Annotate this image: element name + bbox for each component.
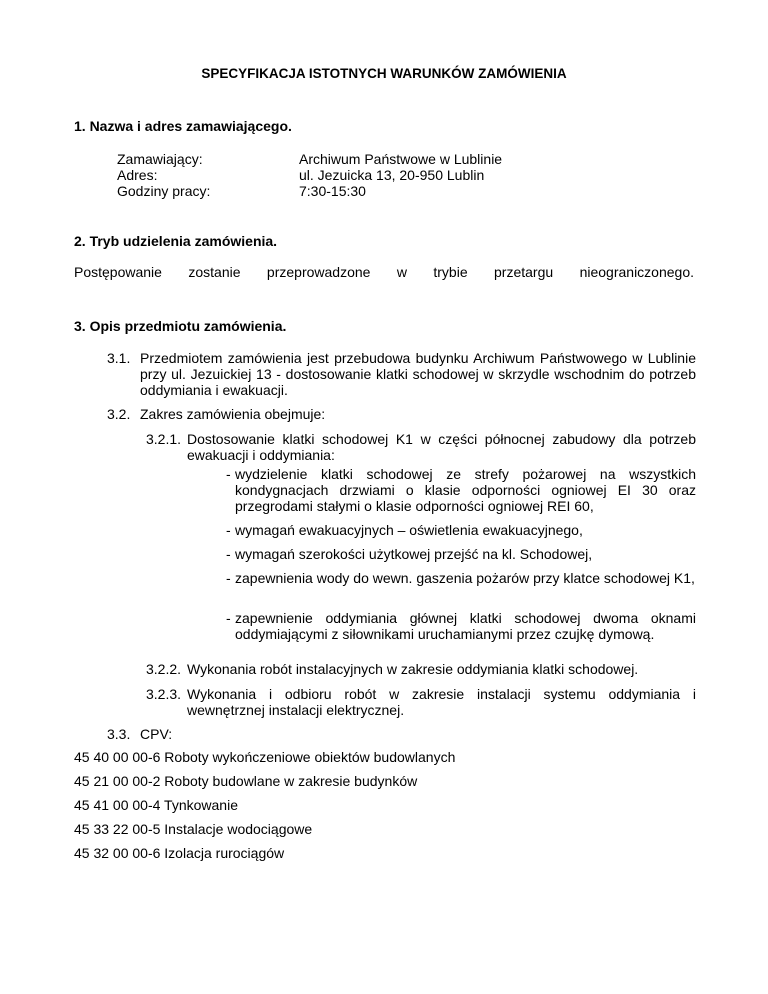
bullet-dash: - (226, 466, 231, 482)
item-3-2-3 (146, 686, 696, 718)
item-number: 3.2.2. (146, 661, 182, 677)
item-3-3 (107, 726, 407, 742)
cpv-code: 45 40 00 00-6 Roboty wykończeniowe obiektów budowlanych (74, 749, 456, 765)
section-3-heading: 3. Opis przedmiotu zamówienia. (74, 318, 287, 334)
bullet-dash: - (226, 546, 231, 562)
item-text: Zakres zamówienia obejmuje: (140, 406, 326, 422)
info-value: ul. Jezuicka 13, 20-950 Lublin (299, 167, 485, 183)
item-number: 3.2.1. (146, 431, 182, 447)
bullet-text: wymagań szerokości użytkowej przejść na kl. Schodowej, (235, 546, 593, 562)
info-label: Adres: (117, 167, 158, 183)
section-1-heading: 1. Nazwa i adres zamawiającego. (74, 118, 292, 134)
item-number: 3.1. (107, 350, 131, 366)
cpv-code: 45 32 00 00-6 Izolacja rurociągów (74, 845, 285, 861)
info-value: 7:30-15:30 (299, 183, 366, 199)
item-text: Wykonania robót instalacyjnych w zakresie oddymiania klatki schodowej. (187, 661, 639, 677)
bullet-text: zapewnienie oddymiania głównej klatki schodowej dwoma oknami oddymiającymi z siłownikami uruchamianymi przez czujkę dymową. (235, 610, 696, 642)
item-text: Wykonania i odbioru robót w zakresie instalacji systemu oddymiania i wewnętrznej instalacji elektrycznej. (187, 686, 696, 718)
bullet-item (226, 570, 696, 586)
info-row-godziny (117, 183, 717, 199)
item-text: Dostosowanie klatki schodowej K1 w części północnej zabudowy dla potrzeb ewakuacji i oddymiania: (187, 431, 696, 463)
bullet-text: zapewnienia wody do wewn. gaszenia pożarów przy klatce schodowej K1, (235, 570, 695, 586)
bullet-dash: - (226, 570, 231, 586)
bullet-item (226, 610, 696, 642)
item-3-2 (107, 406, 696, 422)
item-text: CPV: (140, 726, 173, 742)
bullet-dash: - (226, 522, 231, 538)
section-2-text: Postępowanie zostanie przeprowadzone w trybie przetargu nieograniczonego. (74, 264, 694, 280)
info-label: Zamawiający: (117, 151, 203, 167)
bullet-item (226, 546, 696, 562)
bullet-item (226, 466, 696, 514)
document-title: SPECYFIKACJA ISTOTNYCH WARUNKÓW ZAMÓWIENIA (201, 66, 567, 81)
cpv-code: 45 41 00 00-4 Tynkowanie (74, 797, 238, 813)
item-number: 3.2.3. (146, 686, 182, 702)
info-value: Archiwum Państwowe w Lublinie (299, 151, 503, 167)
bullet-text: wydzielenie klatki schodowej ze strefy pożarowej na wszystkich kondygnacjach drzwiami o klasie odporności ogniowej EI 30 oraz przegrodami stałymi o klasie odporności ogniowej REI 60, (235, 466, 696, 514)
section-2-heading: 2. Tryb udzielenia zamówienia. (74, 233, 278, 249)
info-row-adres (117, 167, 717, 183)
info-row-zamawiajacy (117, 151, 717, 167)
item-number: 3.2. (107, 406, 131, 422)
bullet-text: wymagań ewakuacyjnych – oświetlenia ewakuacyjnego, (235, 522, 583, 538)
item-text: Przedmiotem zamówienia jest przebudowa budynku Archiwum Państwowego w Lublinie przy ul. Jezuickiej 13 - dostosowanie klatki schodowej w skrzydle wschodnim do potrzeb oddymiania i ewakuacji. (140, 350, 696, 398)
cpv-code: 45 21 00 00-2 Roboty budowlane w zakresie budynków (74, 773, 418, 789)
item-3-2-2 (146, 661, 706, 677)
item-number: 3.3. (107, 726, 131, 742)
item-3-1 (107, 350, 696, 398)
info-label: Godziny pracy: (117, 183, 211, 199)
bullet-item (226, 522, 696, 538)
item-3-2-1 (146, 431, 696, 463)
cpv-code: 45 33 22 00-5 Instalacje wodociągowe (74, 821, 313, 837)
bullet-dash: - (226, 610, 231, 626)
